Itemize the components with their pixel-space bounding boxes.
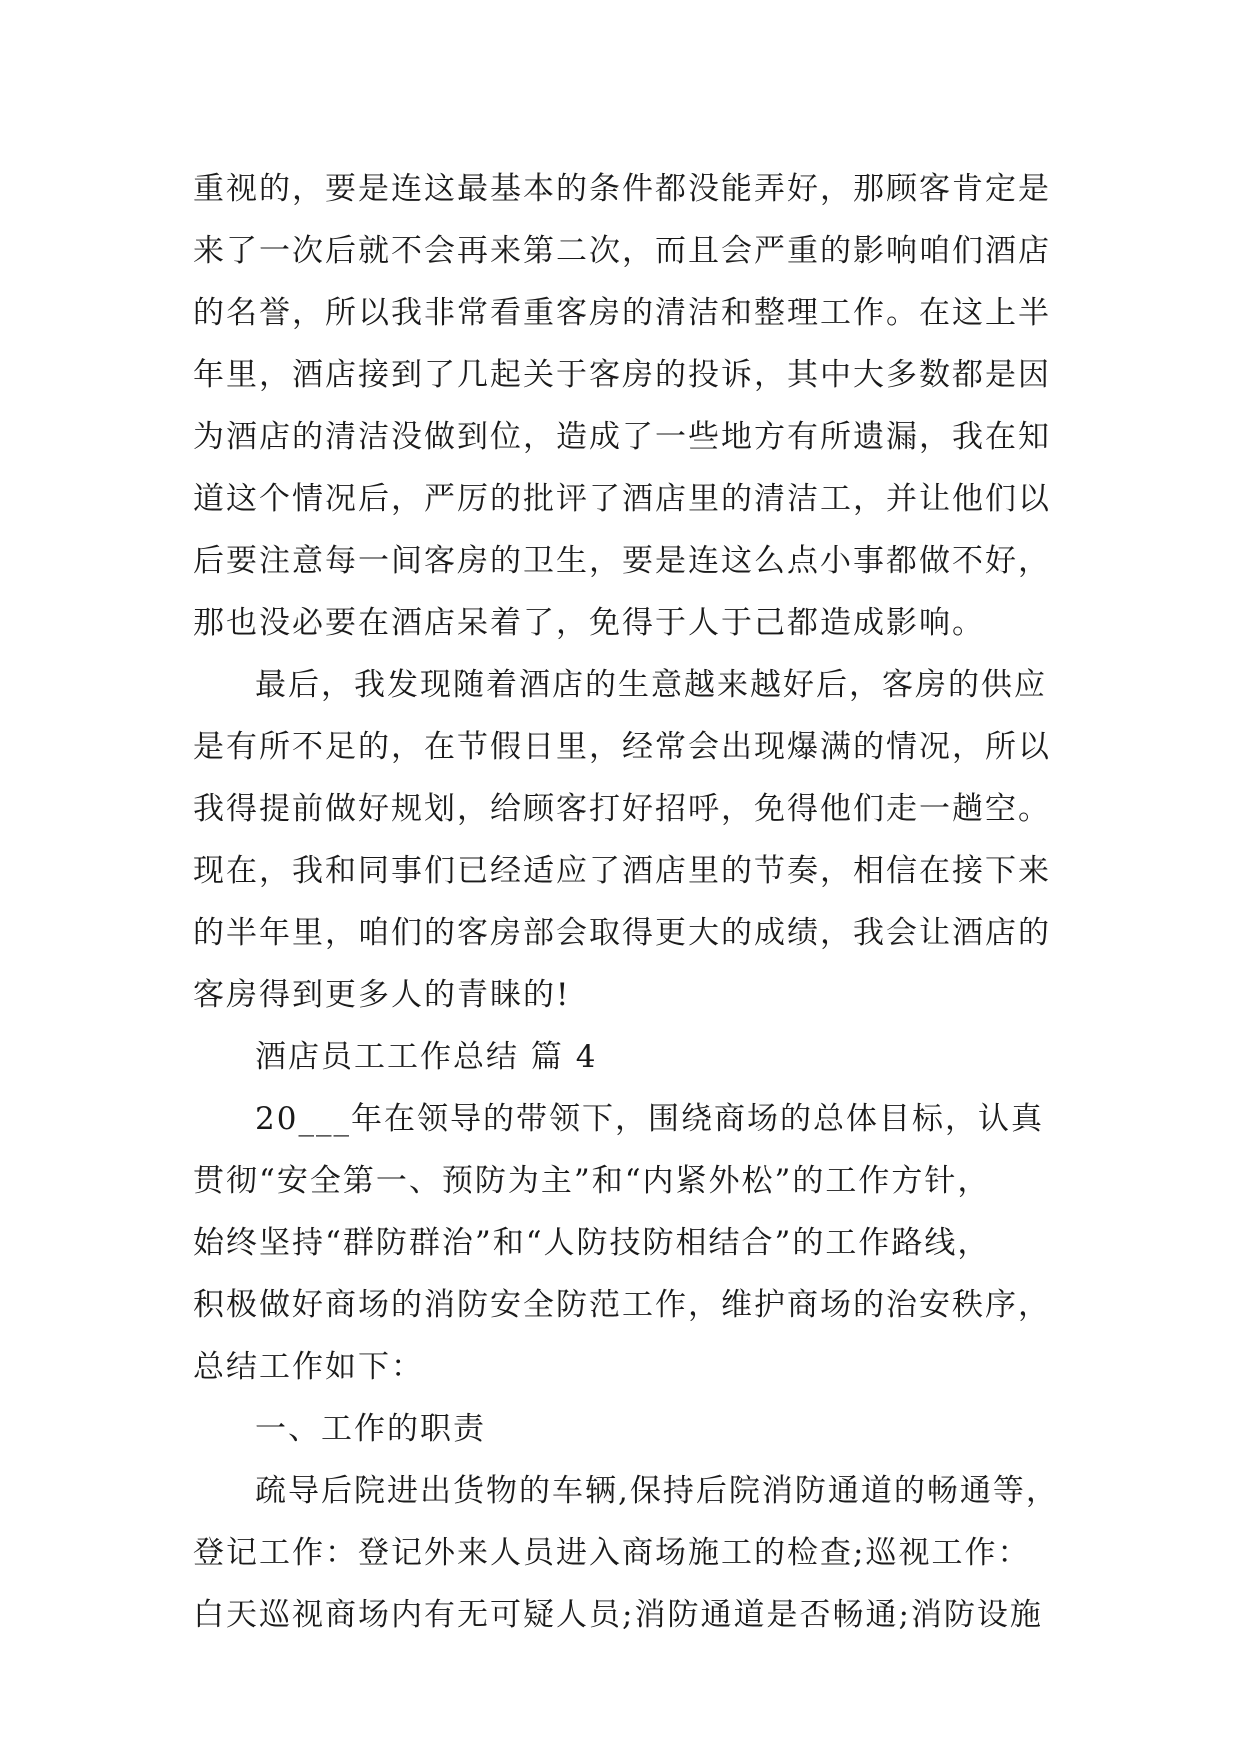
body-line: 道这个情况后，严厉的批评了酒店里的清洁工，并让他们以	[193, 481, 1051, 517]
body-line: 客房得到更多人的青睐的!	[193, 977, 571, 1013]
body-line: 白天巡视商场内有无可疑人员;消防通道是否畅通;消防设施	[193, 1597, 1043, 1633]
document-body	[193, 158, 1073, 1646]
body-line: 是有所不足的，在节假日里，经常会出现爆满的情况，所以	[193, 729, 1051, 765]
paragraph-start-line: 最后，我发现随着酒店的生意越来越好后，客房的供应	[255, 667, 1047, 703]
body-line: 为酒店的清洁没做到位，造成了一些地方有所遗漏，我在知	[193, 419, 1051, 455]
body-line: 那也没必要在酒店呆着了，免得于人于己都造成影响。	[193, 605, 985, 641]
body-line: 现在，我和同事们已经适应了酒店里的节奏，相信在接下来	[193, 853, 1051, 889]
body-line: 后要注意每一间客房的卫生，要是连这么点小事都做不好，	[193, 543, 1051, 579]
body-line: 积极做好商场的消防安全防范工作，维护商场的治安秩序，	[193, 1287, 1051, 1323]
subsection-heading: 一、工作的职责	[255, 1411, 486, 1447]
body-line: 总结工作如下：	[193, 1349, 424, 1385]
body-line: 登记工作：登记外来人员进入商场施工的检查;巡视工作：	[193, 1535, 1031, 1571]
body-line: 贯彻“安全第一、预防为主”和“内紧外松”的工作方针，	[193, 1163, 991, 1199]
body-line: 的半年里，咱们的客房部会取得更大的成绩，我会让酒店的	[193, 915, 1051, 951]
paragraph-start-line: 疏导后院进出货物的车辆,保持后院消防通道的畅通等，	[255, 1473, 1059, 1509]
body-line: 重视的，要是连这最基本的条件都没能弄好，那顾客肯定是	[193, 171, 1051, 207]
body-line: 我得提前做好规划，给顾客打好招呼，免得他们走一趟空。	[193, 791, 1051, 827]
body-line: 年里，酒店接到了几起关于客房的投诉，其中大多数都是因	[193, 357, 1051, 393]
body-line: 始终坚持“群防群治”和“人防技防相结合”的工作路线，	[193, 1225, 991, 1261]
section-heading: 酒店员工工作总结 篇 4	[255, 1039, 598, 1075]
body-line: 的名誉，所以我非常看重客房的清洁和整理工作。在这上半	[193, 295, 1051, 331]
body-line: 来了一次后就不会再来第二次，而且会严重的影响咱们酒店	[193, 233, 1051, 269]
paragraph-start-line: 20___年在领导的带领下，围绕商场的总体目标，认真	[255, 1101, 1044, 1137]
